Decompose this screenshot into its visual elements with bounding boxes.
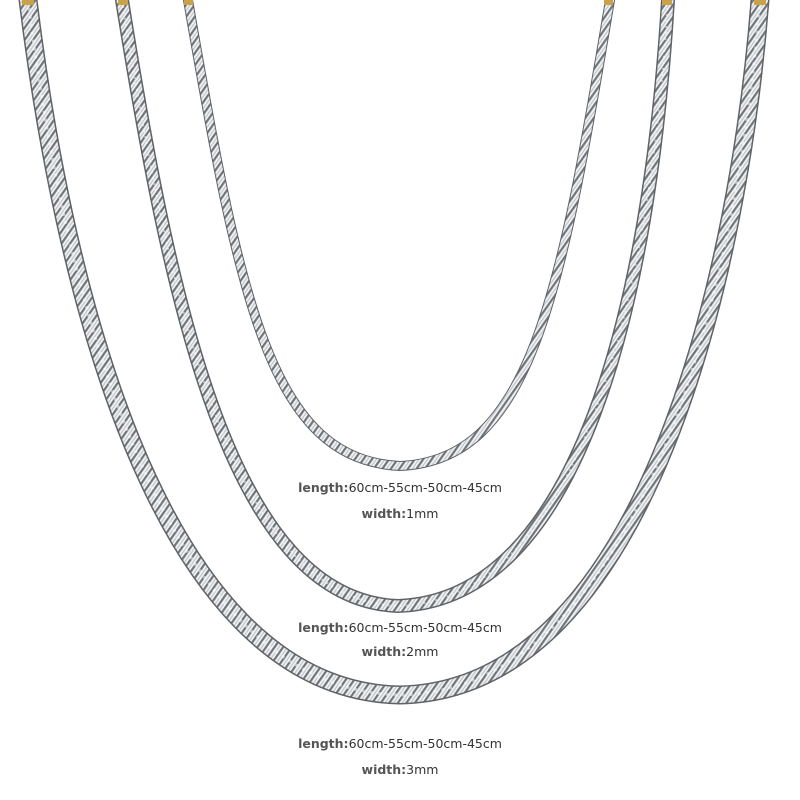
chain-2mm-length-label: length:60cm-55cm-50cm-45cm — [298, 620, 502, 635]
clasp-end — [662, 0, 672, 5]
chain-1mm-width-label: width:1mm — [361, 506, 439, 521]
clasp-end — [118, 0, 128, 5]
chain-3mm-length-label: length:60cm-55cm-50cm-45cm — [298, 736, 502, 751]
clasp-end — [754, 0, 766, 5]
chain-3mm-width-label: width:3mm — [361, 762, 439, 777]
clasp-end — [604, 0, 613, 5]
clasp-ends — [22, 0, 766, 5]
chain-1mm — [188, 0, 610, 466]
chain-2mm-width-label: width:2mm — [361, 644, 439, 659]
chain-1mm-length-label: length:60cm-55cm-50cm-45cm — [298, 480, 502, 495]
clasp-end — [184, 0, 193, 5]
clasp-end — [22, 0, 34, 5]
